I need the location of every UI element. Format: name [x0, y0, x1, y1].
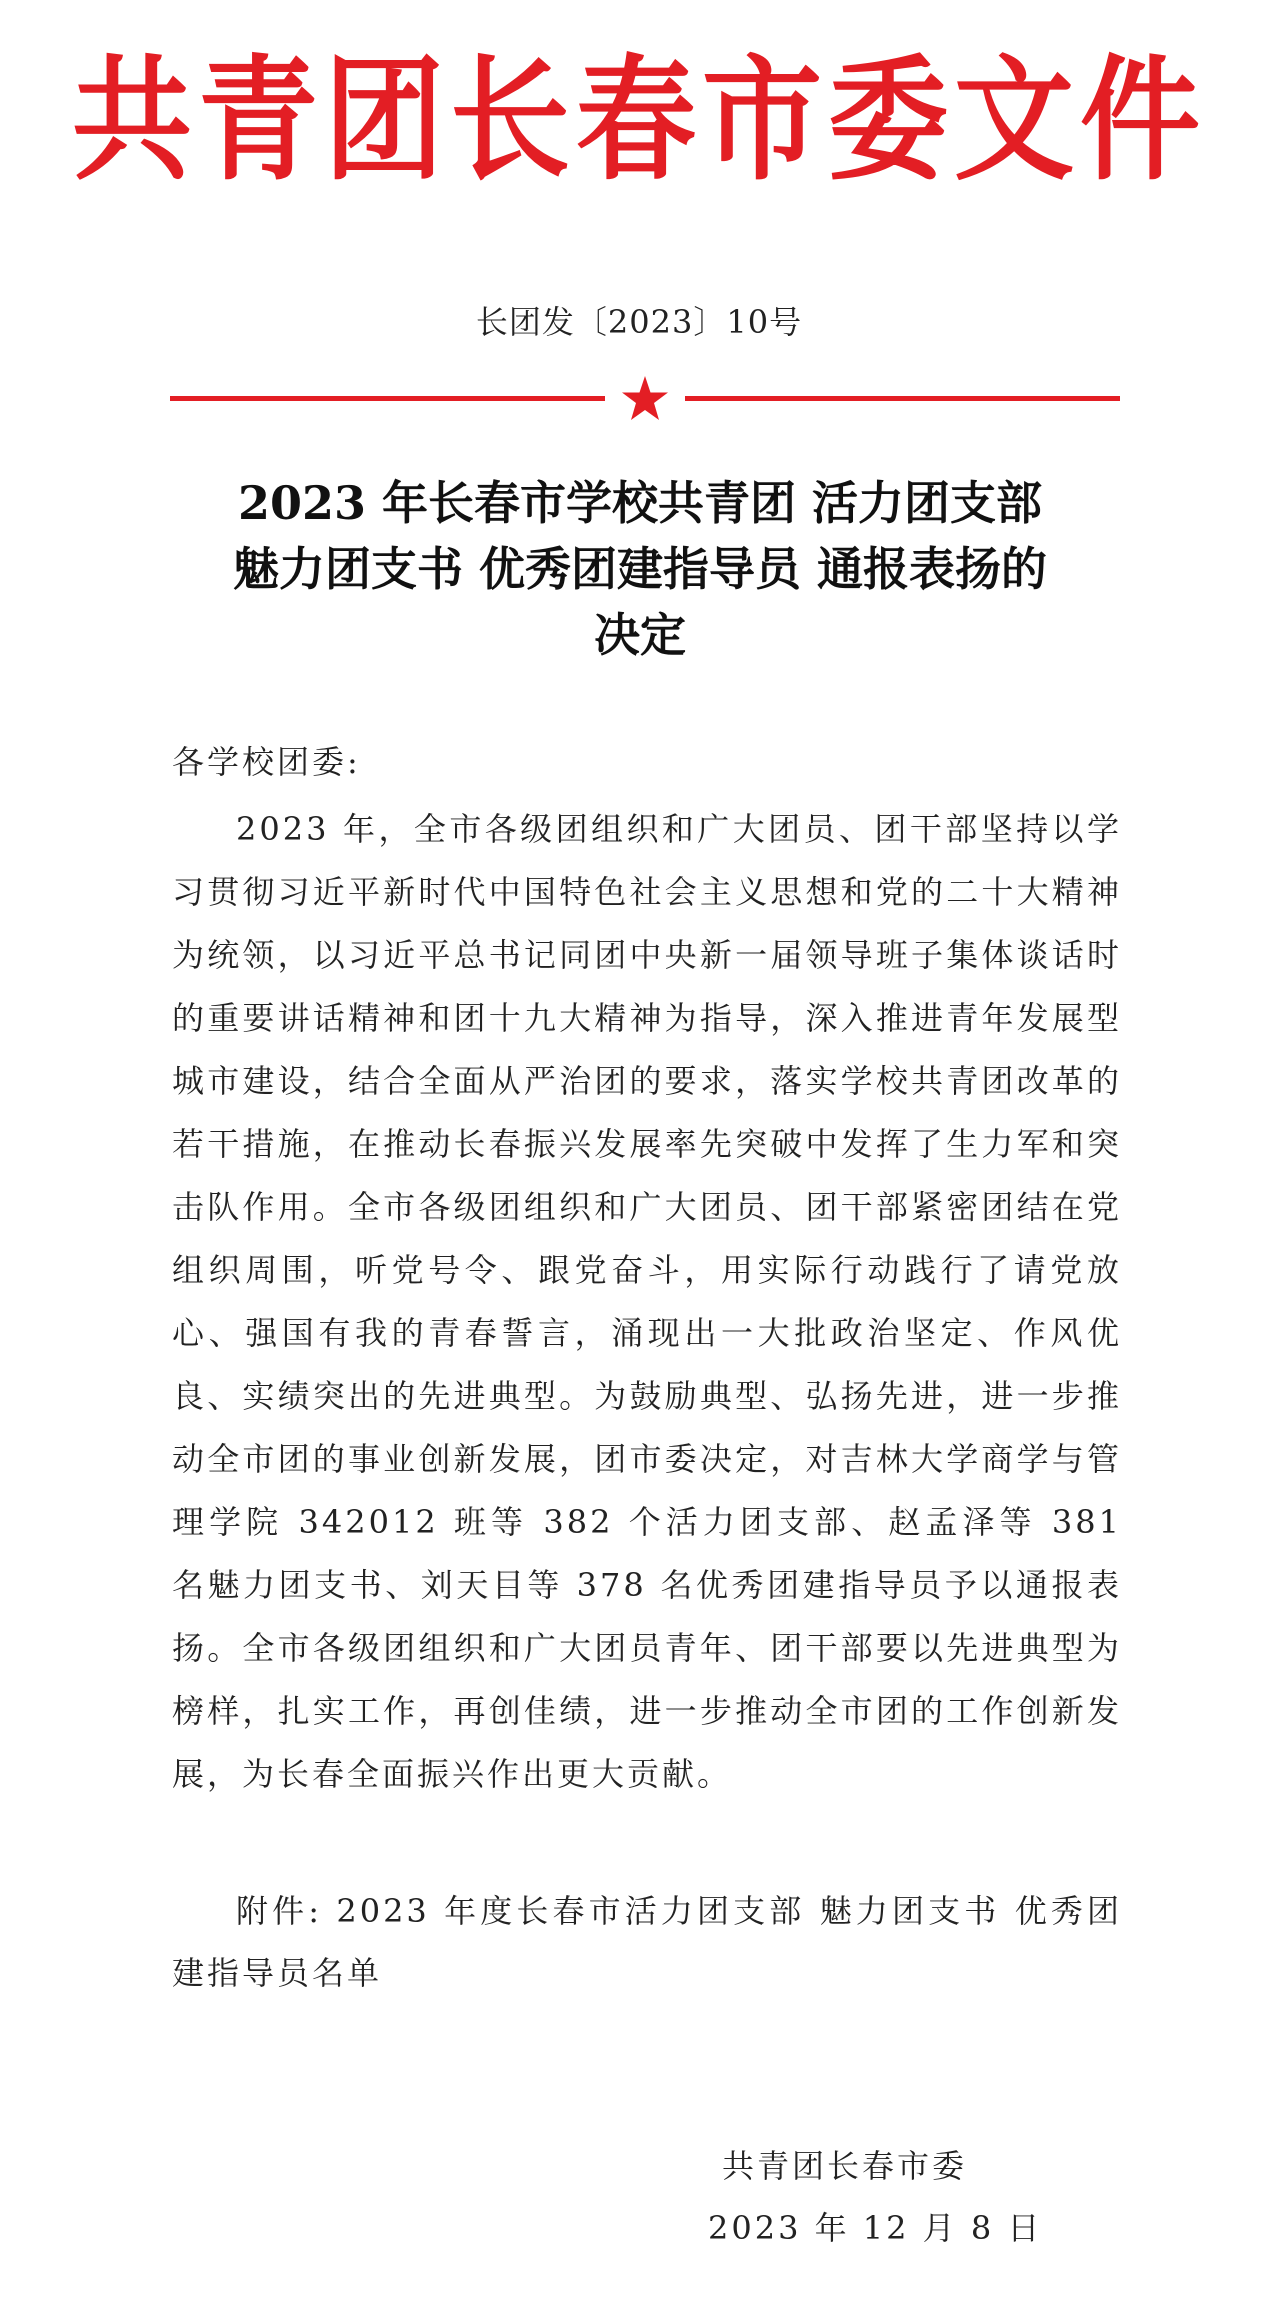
document-title: [140, 470, 1140, 668]
title-line-3: 决定: [594, 608, 686, 662]
separator-line-left: [170, 396, 605, 401]
document-body: [172, 738, 1122, 1806]
body-paragraph: 2023 年，全市各级团组织和广大团员、团干部坚持以学习贯彻习近平新时代中国特色社会主义思想和党的二十大精神为统领，以习近平总书记同团中央新一届领导班子集体谈话时的重要讲话精神和团十九大精神为指导，深入推进青年发展型城市建设，结合全面从严治团的要求，落实学校共青团改革的若干措施，在推动长春振兴发展率先突破中发挥了生力军和突击队作用。全市各级团组织和广大团员、团干部紧密团结在党组织周围，听党号令、跟党奋斗，用实际行动践行了请党放心、强国有我的青春誓言，涌现出一大批政治坚定、作风优良、实绩突出的先进典型。为鼓励典型、弘扬先进，进一步推动全市团的事业创新发展，团市委决定，对吉林大学商学与管理学院 342012 班等 382 个活力团支部、赵孟泽等 381 名魅力团支书、刘天目等 378 名优秀团建指导员予以通报表扬。全市各级团组织和广大团员青年、团干部要以先进典型为榜样，扎实工作，再创佳绩，进一步推动全市团的工作创新发展，为长春全面振兴作出更大贡献。: [172, 810, 1122, 1793]
title-line-2: 魅力团支书 优秀团建指导员 通报表扬的: [232, 542, 1048, 596]
salutation: 各学校团委:: [172, 743, 361, 781]
document-number: 长团发〔2023〕10号: [475, 303, 803, 341]
title-line-1: 2023 年长春市学校共青团 活力团支部: [237, 476, 1043, 530]
signature-org: 共青团长春市委: [722, 2147, 968, 2185]
masthead-title: 共青团长春市委文件: [72, 43, 1206, 200]
red-star-icon: [620, 374, 670, 424]
signature-date: 2023 年 12 月 8 日: [708, 2209, 1043, 2247]
attachment-note: 附件: 2023 年度长春市活力团支部 魅力团支书 优秀团建指导员名单: [172, 1892, 1122, 1992]
red-separator: [170, 376, 1120, 422]
separator-line-right: [685, 396, 1120, 401]
